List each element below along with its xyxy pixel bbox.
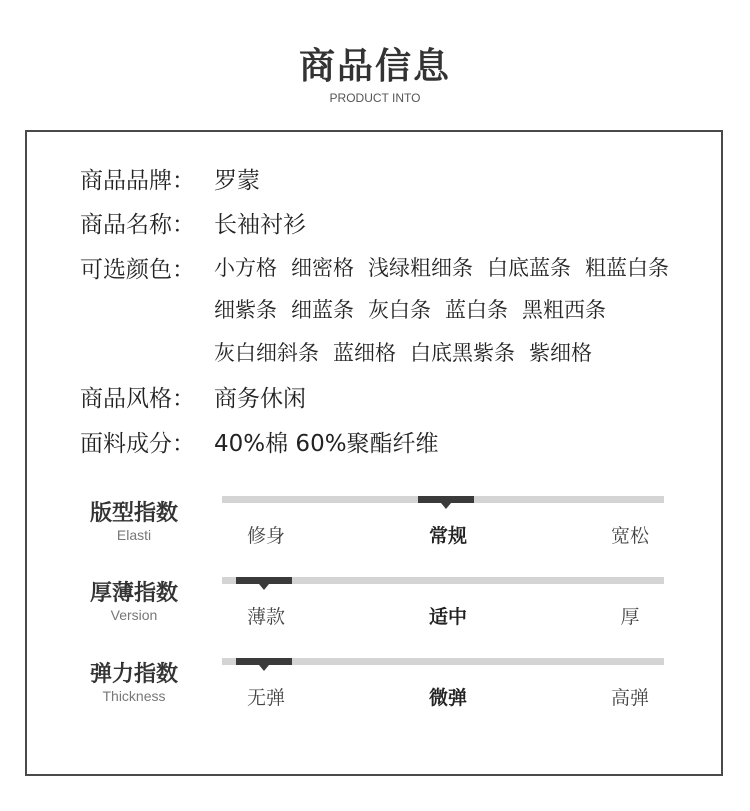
color-option: 蓝细格 — [333, 341, 396, 365]
color-option: 黑粗西条 — [522, 298, 606, 322]
style-value: 商务休闲 — [214, 386, 306, 412]
brand-value: 罗蒙 — [214, 168, 260, 194]
thickness-index-marker — [236, 577, 292, 584]
color-option: 紫细格 — [529, 341, 592, 365]
color-option: 灰白条 — [368, 298, 431, 322]
style-label: 商品风格： — [80, 386, 195, 412]
color-option: 浅绿粗细条 — [368, 256, 473, 280]
elasticity-index-subtitle: Thickness — [102, 688, 166, 704]
thickness-option-1: 薄款 — [246, 606, 285, 628]
fit-option-1: 修身 — [246, 525, 285, 547]
thickness-index-title: 厚薄指数 — [89, 581, 178, 606]
color-option: 蓝白条 — [445, 298, 508, 322]
fit-index-track — [222, 496, 664, 503]
color-option: 细密格 — [291, 256, 354, 280]
color-option: 小方格 — [214, 256, 277, 280]
fabric-value: 40%棉 60%聚酯纤维 — [214, 431, 439, 457]
brand-label: 商品品牌： — [80, 168, 195, 194]
elasticity-option-1: 无弹 — [246, 687, 285, 709]
fit-option-3: 宽松 — [610, 525, 649, 547]
page-subtitle: PRODUCT INTO — [329, 91, 421, 105]
elasticity-option-2: 微弹 — [428, 687, 467, 709]
elasticity-index-track — [222, 658, 664, 665]
fabric-label: 面料成分： — [80, 431, 195, 457]
thickness-index-subtitle: Version — [110, 607, 158, 623]
name-label: 商品名称： — [80, 212, 195, 238]
elasticity-index-marker — [236, 658, 292, 665]
colors-row — [80, 251, 214, 284]
fit-index-subtitle: Elasti — [116, 527, 152, 543]
color-option: 细蓝条 — [291, 298, 354, 322]
color-option: 灰白细斜条 — [214, 341, 319, 365]
fit-option-2: 常规 — [428, 525, 467, 547]
style-row — [80, 380, 306, 413]
fabric-row — [80, 425, 439, 458]
elasticity-option-3: 高弹 — [610, 687, 649, 709]
name-row — [80, 206, 306, 239]
color-option: 粗蓝白条 — [585, 256, 669, 280]
color-option: 白底蓝条 — [487, 256, 571, 280]
fit-index-marker — [418, 496, 474, 503]
color-option: 白底黑紫条 — [410, 341, 515, 365]
brand-row — [80, 162, 260, 195]
colors-label: 可选颜色： — [80, 257, 195, 283]
elasticity-index-title: 弹力指数 — [89, 662, 178, 687]
thickness-option-3: 厚 — [620, 606, 640, 628]
colors-line-3 — [214, 337, 606, 367]
fit-index-title: 版型指数 — [89, 501, 178, 526]
color-option: 细紫条 — [214, 298, 277, 322]
name-value: 长袖衬衫 — [214, 212, 306, 238]
thickness-option-2: 适中 — [428, 606, 467, 628]
colors-line-1 — [214, 252, 683, 282]
page-title: 商品信息 — [298, 46, 451, 87]
thickness-index-track — [222, 577, 664, 584]
colors-line-2 — [214, 294, 620, 324]
